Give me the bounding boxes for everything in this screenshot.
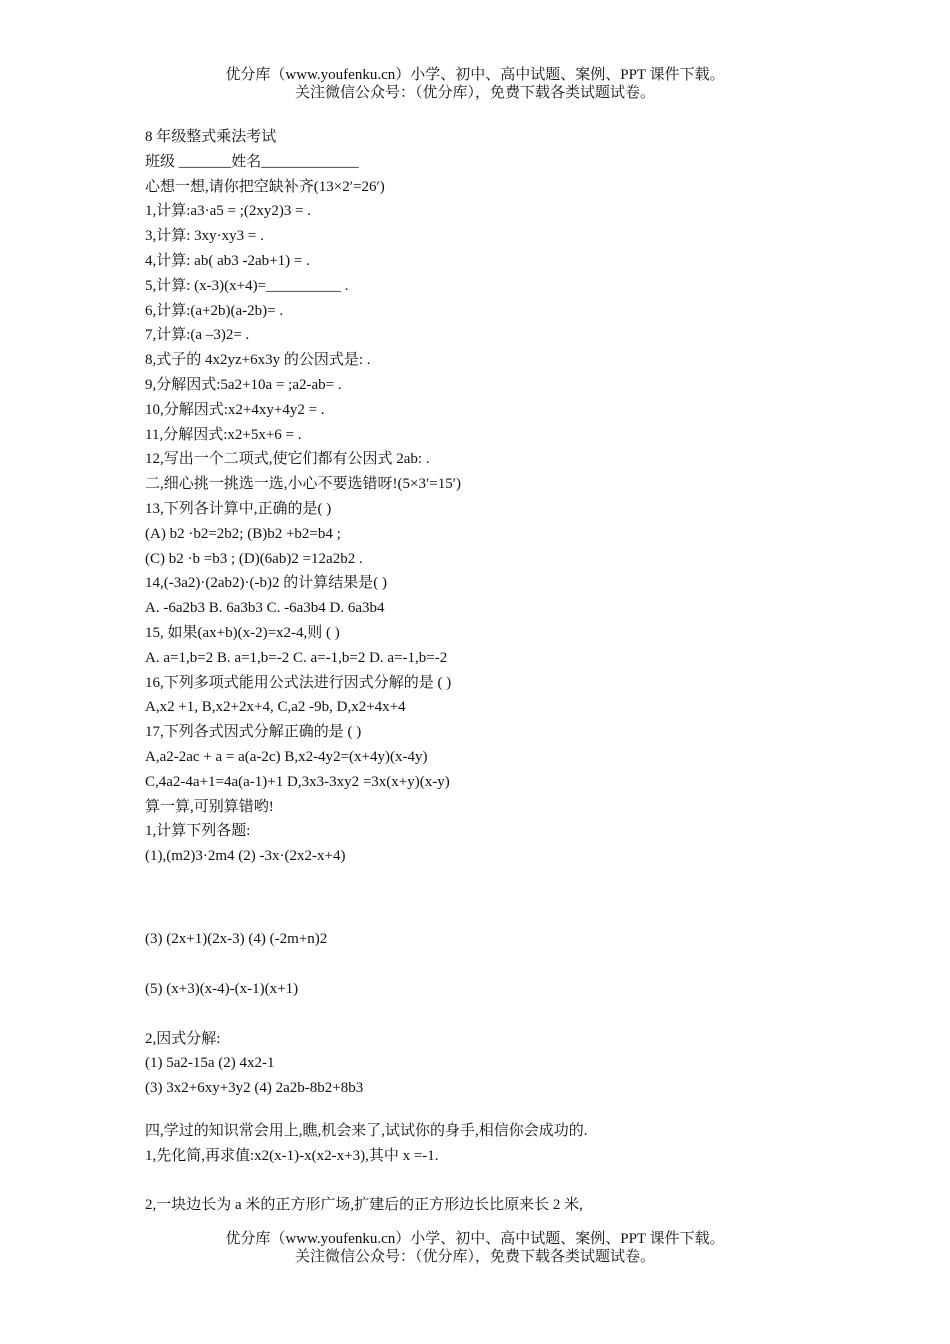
page-footer (0, 1230, 950, 1266)
blank-space (145, 1101, 845, 1119)
page-header (0, 66, 950, 102)
question-14: 14,(-3a2)·(2ab2)·(-b)2 的计算结果是( ) (145, 575, 388, 592)
section-3-heading: 算一算,可别算错哟! (145, 798, 274, 815)
question-17-options-ab: A,a2-2ac + a = a(a-2c) B,x2-4y2=(x+4y)(x-4y) (145, 748, 428, 765)
calc-item-5: (5) (x+3)(x-4)-(x-1)(x+1) (145, 980, 299, 997)
application-2: 2,一块边长为 a 米的正方形广场,扩建后的正方形边长比原来长 2 米, (145, 1197, 583, 1214)
question-15-options: A. a=1,b=2 B. a=1,b=-2 C. a=-1,b=2 D. a=-1,b=-2 (145, 649, 448, 666)
question-8: 8,式子的 4x2yz+6x3y 的公因式是: . (145, 352, 371, 369)
section-4-heading: 四,学过的知识常会用上,瞧,机会来了,试试你的身手,相信你会成功的. (145, 1122, 588, 1139)
question-4: 4,计算: ab( ab3 -2ab+1) = . (145, 252, 310, 269)
blank-space (145, 1002, 845, 1027)
footer-line-1: 优分库（www.youfenku.cn）小学、初中、高中试题、案例、PPT 课件下载。 (225, 1231, 725, 1247)
application-1: 1,先化简,再求值:x2(x-1)-x(x2-x+3),其中 x =-1. (145, 1147, 439, 1164)
question-6: 6,计算:(a+2b)(a-2b)= . (145, 302, 284, 319)
document-body (145, 125, 845, 1218)
footer-line-2: 关注微信公众号：（优分库），免费下载各类试题试卷。 (294, 1249, 655, 1265)
question-17-options-cd: C,4a2-4a+1=4a(a-1)+1 D,3x3-3xy2 =3x(x+y)(x-y) (145, 773, 450, 790)
class-name-line: 班级 _______姓名_____________ (145, 153, 359, 170)
question-14-options: A. -6a2b3 B. 6a3b3 C. -6a3b4 D. 6a3b4 (145, 600, 385, 617)
question-10: 10,分解因式:x2+4xy+4y2 = . (145, 401, 325, 418)
blank-space (145, 952, 845, 977)
section-2-heading: 二,细心挑一挑选一选,小心不要选错呀!(5×3′=15′) (145, 476, 461, 493)
question-11: 11,分解因式:x2+5x+6 = . (145, 426, 302, 443)
calc-items-1-2: (1),(m2)3·2m4 (2) -3x·(2x2-x+4) (145, 848, 346, 865)
question-7: 7,计算:(a –3)2= . (145, 327, 250, 344)
question-13-options-ab: (A) b2 ·b2=2b2; (B)b2 +b2=b4 ; (145, 525, 341, 542)
question-15: 15, 如果(ax+b)(x-2)=x2-4,则 ( ) (145, 624, 340, 641)
header-line-2: 关注微信公众号：（优分库），免费下载各类试题试卷。 (294, 85, 655, 101)
factor-title: 2,因式分解: (145, 1030, 221, 1047)
question-13: 13,下列各计算中,正确的是( ) (145, 500, 332, 517)
question-9: 9,分解因式:5a2+10a = ;a2-ab= . (145, 376, 342, 393)
question-16: 16,下列多项式能用公式法进行因式分解的是 ( ) (145, 674, 452, 691)
blank-space (145, 869, 845, 902)
question-1: 1,计算:a3·a5 = ;(2xy2)3 = . (145, 203, 312, 220)
question-13-options-cd: (C) b2 ·b =b3 ; (D)(6ab)2 =12a2b2 . (145, 550, 363, 567)
factor-items-3-4: (3) 3x2+6xy+3y2 (4) 2a2b-8b2+8b3 (145, 1080, 364, 1097)
question-16-options: A,x2 +1, B,x2+2x+4, C,a2 -9b, D,x2+4x+4 (145, 699, 406, 716)
blank-space (145, 902, 845, 927)
doc-title: 8 年级整式乘法考试 (145, 129, 277, 145)
header-line-1: 优分库（www.youfenku.cn）小学、初中、高中试题、案例、PPT 课件下载。 (225, 67, 725, 83)
section-1-heading: 心想一想,请你把空缺补齐(13×2′=26′) (145, 178, 385, 195)
blank-space (145, 1168, 845, 1193)
question-17: 17,下列各式因式分解正确的是 ( ) (145, 724, 362, 741)
calc-items-3-4: (3) (2x+1)(2x-3) (4) (-2m+n)2 (145, 930, 328, 947)
question-3: 3,计算: 3xy·xy3 = . (145, 228, 264, 245)
factor-items-1-2: (1) 5a2-15a (2) 4x2-1 (145, 1055, 275, 1072)
calc-title: 1,计算下列各题: (145, 823, 251, 840)
question-12: 12,写出一个二项式,使它们都有公因式 2ab: . (145, 451, 430, 468)
question-5: 5,计算: (x-3)(x+4)=__________ . (145, 277, 349, 294)
